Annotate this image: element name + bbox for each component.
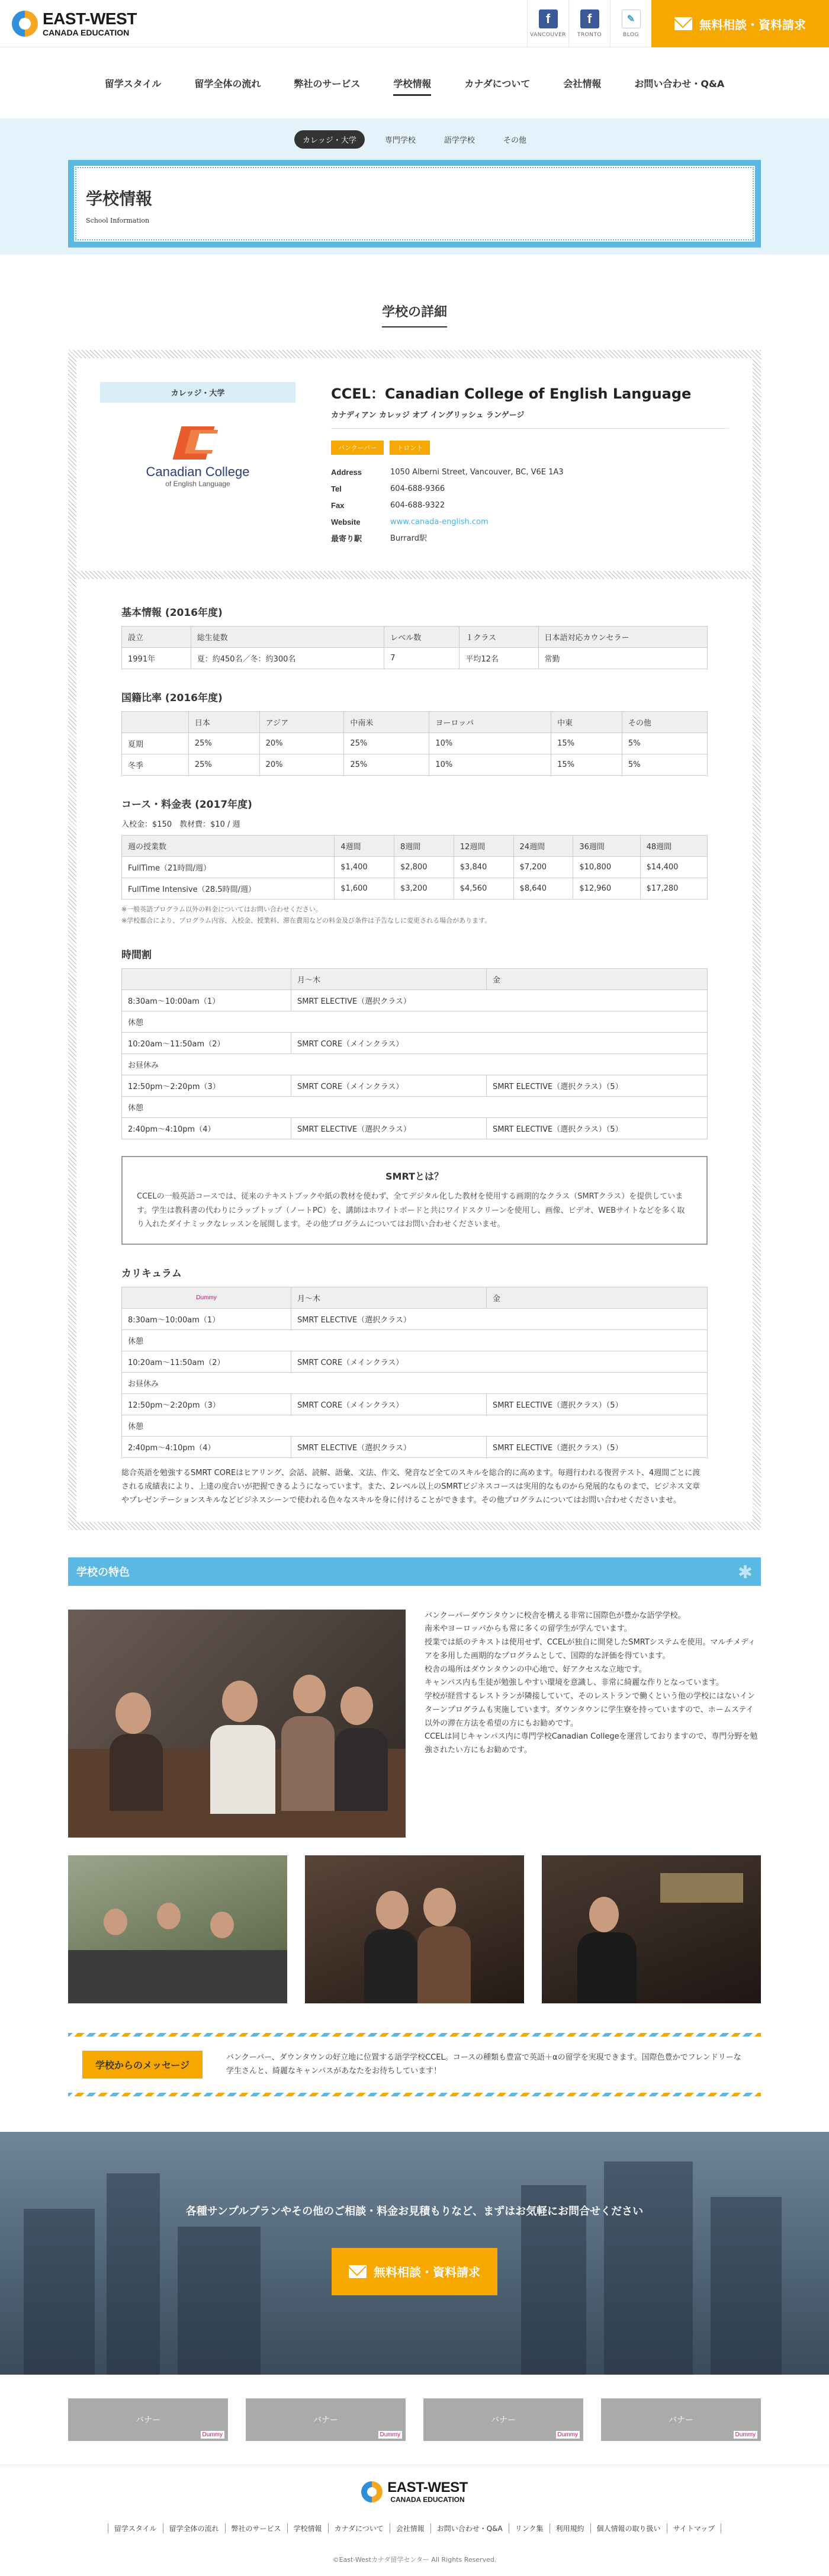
location-tag: バンクーバー [331,441,384,455]
school-logo-icon [165,426,230,460]
table-cell: 夏：約450名／冬：約300名 [191,648,384,669]
school-logo [100,426,295,488]
dummy-mark: Dummy [556,2431,580,2439]
table-cell: SMRT ELECTIVE（選択クラス）（5） [486,1075,707,1097]
table-cell: SMRT ELECTIVE（選択クラス） [291,1436,486,1457]
location-tag: トロント [390,441,430,455]
table-header: 総生徒数 [191,627,384,648]
feature-line: 授業では紙のテキストは使用せず、CCELが独自に開発したSMRTシステムを使用。マルチメディアを多用した画期的なプログラムとして、国際的な評価を得ています。 [425,1638,756,1660]
table-header: 12週間 [454,836,513,857]
sns-label: BLOG [623,32,639,38]
facebook-icon: f [539,9,558,28]
table-cell: 5% [622,733,707,754]
table-cell: FullTime Intensive（28.5時間/週） [122,878,335,900]
blog-icon: ✎ [622,9,641,28]
banner-4[interactable] [601,2398,761,2441]
table-cell: 15% [551,754,622,776]
nav-item-company[interactable]: 会社情報 [563,78,602,89]
table-header: 設立 [122,627,191,648]
logo-line1: EAST-WEST [387,2479,468,2495]
course-title: コース・料金表 (2017年度) [121,799,252,811]
table-cell: $3,200 [394,878,454,900]
gallery-photo-restaurant [542,1855,761,2003]
table-cell: 10:20am〜11:50am（2） [122,1033,291,1054]
table-cell: 7 [384,648,460,669]
table-row [122,1436,708,1457]
table-row [122,1011,708,1033]
footer-nav-item[interactable]: 個人情報の取り扱い [590,2523,667,2533]
students-photo [68,1610,406,1838]
basic-info-block [121,604,708,669]
message-text: バンクーバー、ダウンタウンの好立地に位置する語学学校CCEL。コースの種類も豊富で英語＋αの留学を実現できます。国際色豊かでフレンドリーな学生さんと、綺麗なキャンパスがあなたをお待ちしています！ [226,2053,741,2076]
tab-language[interactable]: 語学学校 [444,136,475,145]
smrt-title: SMRTとは？ [385,1171,444,1183]
banner-1[interactable] [68,2398,228,2441]
feature-line: 学校が経営するレストランが隣接していて、そのレストランで働くという他の学校にはないインターンプログラムも実施しています。ダウンタウンに学生寮を持っていますので、ホームステイ以外の滞在方法を希望の方にもお勧めです。 [425,1692,755,1728]
table-cell: SMRT CORE（メインクラス） [291,1075,486,1097]
logo-line2: CANADA EDUCATION [390,2495,465,2504]
table-cell: SMRT CORE（メインクラス） [291,1393,486,1415]
table-cell: $2,800 [394,857,454,878]
nav-item-service[interactable]: 弊社のサービス [294,78,361,89]
info-key: Website [331,518,361,526]
table-row [122,990,708,1011]
sns-blog-link[interactable] [610,0,651,47]
footer-nav-item[interactable]: サイトマップ [667,2523,722,2533]
table-cell: FullTime（21時間/週） [122,857,335,878]
table-header [122,1287,291,1308]
table-cell: 25% [344,733,429,754]
table-row [122,1415,708,1436]
cta-button-label: 無料相談・資料請求 [374,2265,480,2280]
footer-nav-item[interactable]: 弊社のサービス [225,2523,287,2533]
table-cell: 冬季 [122,754,189,776]
banner-row [68,2398,761,2441]
table-cell: 2:40pm〜4:10pm（4） [122,1118,291,1139]
footer-nav-item[interactable]: リンク集 [509,2523,550,2533]
school-category-tabs [0,118,829,149]
website-link[interactable]: www.canada-english.com [390,518,489,526]
school-detail-frame [68,350,761,1530]
tab-vocational[interactable]: 専門学校 [384,136,416,145]
cta-band-text: 各種サンプルプランやその他のご相談・料金お見積もりなど、まずはお気軽にお問合せください [185,2205,644,2218]
table-cell: $3,840 [454,857,513,878]
table-header: 中東 [551,712,622,733]
table-cell: $8,640 [513,878,573,900]
course-table [121,835,708,900]
feature-line: 校舎の場所はダウンタウンの中心地で、好アクセスな立地です。 [425,1665,647,1674]
table-header: 48週間 [640,836,707,857]
table-header: ヨーロッパ [429,712,551,733]
entry-fee: 入校金：$150 教材費：$10 / 週 [121,820,240,829]
table-cell: $1,400 [335,857,394,878]
table-cell: 8:30am〜10:00am（1） [122,990,291,1011]
nav-item-style[interactable]: 留学スタイル [104,78,162,89]
table-header: 24週間 [513,836,573,857]
table-cell: 常勤 [538,648,707,669]
curriculum-text: 総合英語を勉強するSMRT COREはヒアリング、会話、読解、語彙、文法、作文、発音など全てのスキルを総合的に高めます。毎週行われる復習テスト、4週間ごとに渡される成績表により、上達の度合いが把握できるようになっています。また、2レベル以上のSMRTビジネスコースは実用的なものから発展的なものまで、ビジネス文章やプレゼンテーションスキルなどビジネスシーンで使われる色々なスキルを身に付けることができます。その他プログラムについてはお問い合わせくださいませ。 [121,1468,701,1505]
info-key: Tel [331,484,342,493]
table-row [122,1054,708,1075]
footer-nav [0,2523,829,2533]
table-row [122,1118,708,1139]
table-cell: SMRT ELECTIVE（選択クラス） [291,1118,486,1139]
message-label: 学校からのメッセージ [82,2051,203,2079]
table-cell: 休憩 [122,1097,708,1118]
copyright: ©East-Westカナダ留学センター All Rights Reserved. [332,2555,497,2564]
table-cell: 平均12名 [460,648,538,669]
page-subtitle: School Information [86,217,150,224]
curriculum-block [121,1265,708,1508]
header-cta-label: 無料相談・資料請求 [699,17,806,32]
nationality-title: 国籍比率 (2016年度) [121,692,223,704]
tab-college[interactable]: カレッジ・大学 [294,130,365,149]
table-header: 月〜木 [291,969,486,990]
basic-info-table [121,626,708,669]
banner-label: バナー [669,2415,693,2425]
table-header: 日本語対応カウンセラー [538,627,707,648]
table-cell: 夏期 [122,733,189,754]
table-cell: 20% [259,733,344,754]
table-cell: 1991年 [122,648,191,669]
info-key: 最寄り駅 [331,534,362,543]
table-row [122,1372,708,1393]
curriculum-title: カリキュラム [121,1267,182,1280]
banner-label: バナー [491,2415,516,2425]
page-title: 学校情報 [86,189,153,208]
table-cell: $14,400 [640,857,707,878]
info-key: Address [331,468,362,477]
footer-nav-item[interactable]: 留学スタイル [108,2523,163,2533]
gallery-photo-terrace [68,1855,287,2003]
school-name: CCEL：Canadian College of English Language [331,386,692,402]
info-key: Fax [331,501,345,510]
table-header: その他 [622,712,707,733]
school-logo-name2: of English Language [165,480,230,488]
page-title-box [68,160,761,248]
sns-toronto-link[interactable] [568,0,610,47]
school-info [331,464,729,547]
footer-nav-item[interactable]: 学校情報 [287,2523,328,2533]
table-cell: SMRT ELECTIVE（選択クラス）（5） [486,1118,707,1139]
tab-other[interactable]: その他 [503,136,526,145]
table-cell: 休憩 [122,1011,708,1033]
table-cell: 休憩 [122,1415,708,1436]
table-row [122,1329,708,1351]
table-header: 金 [486,1287,707,1308]
banner-3[interactable] [423,2398,583,2441]
site-footer [0,2465,829,2576]
table-row [122,878,708,900]
table-row [122,733,708,754]
maple-leaf-icon: ✱ [737,1562,753,1583]
info-fax: 604-688-9322 [390,501,445,510]
table-cell: 25% [188,754,259,776]
table-cell: $7,200 [513,857,573,878]
table-cell: 8:30am〜10:00am（1） [122,1308,291,1329]
table-header: レベル数 [384,627,460,648]
school-summary [76,382,753,576]
category-label: カレッジ・大学 [100,382,295,403]
table-header: 週の授業数 [122,836,335,857]
feature-line: バンクーバーダウンタウンに校舎を構える非常に国際色が豊かな語学学校。 [425,1611,686,1620]
school-logo-name1: Canadian College [146,464,250,479]
table-header: 月〜木 [291,1287,486,1308]
site-logo[interactable] [12,11,137,37]
table-row [122,754,708,776]
table-header: １クラス [460,627,538,648]
nav-item-school-info[interactable]: 学校情報 [393,70,431,96]
footer-logo[interactable] [0,2481,829,2503]
footer-nav-item[interactable]: 会社情報 [390,2523,430,2533]
table-row [122,1393,708,1415]
course-note: ※一般英語プログラム以外の料金についてはお問い合わせください。 [121,905,322,913]
school-message [68,2033,761,2096]
facebook-icon: f [580,9,599,28]
table-header: アジア [259,712,344,733]
table-cell: 25% [344,754,429,776]
global-nav [0,47,829,118]
info-station: Burrard駅 [390,534,427,543]
table-cell: お昼休み [122,1372,708,1393]
table-cell: $12,960 [573,878,640,900]
site-header [0,0,829,47]
smrt-body: CCELの一般英語コースでは、従来のテキストブックや紙の教材を使わず、全てデジタル化した教材を使用する画期的なクラス（SMRTクラス）を提供しています。学生は教科書の代わりにラップトップ（ノートPC）を、講師はホワイトボードと共にワイドスクリーンを使用し、画像、ビデオ、WEBサイトなどを多く取り入れたダイナミックなレッスンを展開します。その他プログラムについてはお問い合わせくださいませ。 [137,1192,685,1229]
table-cell: SMRT ELECTIVE（選択クラス） [291,1308,707,1329]
dummy-mark: Dummy [196,1294,217,1301]
table-cell: $10,800 [573,857,640,878]
table-header: 4週間 [335,836,394,857]
table-cell: 12:50pm〜2:20pm（3） [122,1393,291,1415]
footer-nav-item[interactable]: お問い合わせ・Q&A [430,2523,509,2533]
info-tel: 604-688-9366 [390,484,445,493]
sns-vancouver-link[interactable] [527,0,568,47]
features-title: 学校の特色 [76,1566,130,1579]
banner-label: バナー [136,2415,160,2425]
curriculum-table [121,1287,708,1458]
photo-gallery [68,1855,761,2003]
schedule-table [121,968,708,1139]
table-cell: 10% [429,733,551,754]
nav-item-contact[interactable]: お問い合わせ・Q&A [634,78,725,89]
table-row [122,1097,708,1118]
table-row [122,1308,708,1329]
school-kana: カナディアン カレッジ オブ イングリッシュ ランゲージ [331,409,729,429]
table-row [122,1351,708,1372]
nationality-block [121,689,708,776]
header-cta-button[interactable] [651,0,829,47]
sns-label: VANCOUVER [529,32,567,38]
dummy-mark: Dummy [201,2431,224,2439]
dummy-mark: Dummy [734,2431,757,2439]
course-block [121,796,708,926]
nav-item-flow[interactable]: 留学全体の流れ [194,78,261,89]
course-note: ※学校都合により、プログラム内容、入校金、授業料、滞在費用などの料金及び条件は予告なしに変更される場合があります。 [121,916,491,924]
table-cell: $4,560 [454,878,513,900]
table-cell: お昼休み [122,1054,708,1075]
nav-item-canada[interactable]: カナダについて [464,78,531,89]
table-cell: 15% [551,733,622,754]
table-cell: 12:50pm〜2:20pm（3） [122,1075,291,1097]
smrt-info-box [121,1156,708,1244]
table-row [122,857,708,878]
footer-nav-item[interactable]: カナダについて [328,2523,390,2533]
feature-line: CCELは同じキャンパス内に専門学校Canadian Collegeを運営しておりますので、専門分野を勉強されたい方にもお勧めです。 [425,1732,758,1755]
table-header: 8週間 [394,836,454,857]
gallery-photo-students [305,1855,524,2003]
features-content [68,1610,761,1838]
table-cell: SMRT CORE（メインクラス） [291,1033,707,1054]
footer-nav-item[interactable]: 留学全体の流れ [163,2523,225,2533]
footer-nav-item[interactable]: 利用規約 [550,2523,590,2533]
logo-icon [12,11,38,37]
table-cell: 25% [188,733,259,754]
logo-icon [361,2481,383,2503]
schedule-block [121,946,708,1139]
contact-cta-band [0,2132,829,2375]
section-title: 学校の詳細 [382,302,447,327]
table-cell: SMRT CORE（メインクラス） [291,1351,707,1372]
feature-line: キャンパス内も生徒が勉強しやすい環境を意識し、非常に綺麗な作りとなっています。 [425,1678,724,1688]
table-cell: SMRT ELECTIVE（選択クラス）（5） [486,1393,707,1415]
schedule-title: 時間割 [121,949,152,962]
table-cell: SMRT ELECTIVE（選択クラス） [291,990,707,1011]
table-header: 金 [486,969,707,990]
table-cell: SMRT ELECTIVE（選択クラス）（5） [486,1436,707,1457]
table-cell: 5% [622,754,707,776]
table-header: 中南米 [344,712,429,733]
table-header: 日本 [188,712,259,733]
table-row [122,1075,708,1097]
feature-line: 南米やヨーロッパからも常に多くの留学生が学んでいます。 [425,1624,632,1634]
features-heading [68,1557,761,1586]
logo-line2: CANADA EDUCATION [43,27,130,37]
table-cell: $17,280 [640,878,707,900]
nationality-table [121,711,708,776]
sns-label: TRONTO [577,32,602,38]
mail-icon [349,2265,367,2278]
logo-line1: EAST-WEST [43,9,137,28]
banner-label: バナー [313,2415,338,2425]
table-cell: 2:40pm〜4:10pm（4） [122,1436,291,1457]
mail-icon [674,17,692,30]
table-cell: $1,600 [335,878,394,900]
table-cell: 10:20am〜11:50am（2） [122,1351,291,1372]
page-hero [0,118,829,255]
banner-2[interactable] [246,2398,406,2441]
dummy-mark: Dummy [378,2431,402,2439]
table-header: 36週間 [573,836,640,857]
table-row [122,1033,708,1054]
contact-cta-button[interactable] [332,2248,497,2295]
table-cell: 20% [259,754,344,776]
features-text [425,1610,761,1838]
info-address: 1050 Alberni Street, Vancouver, BC, V6E 1A3 [390,468,564,477]
table-cell: 10% [429,754,551,776]
table-cell: 休憩 [122,1329,708,1351]
basic-info-title: 基本情報 (2016年度) [121,607,223,619]
table-header [122,969,291,990]
table-header [122,712,189,733]
